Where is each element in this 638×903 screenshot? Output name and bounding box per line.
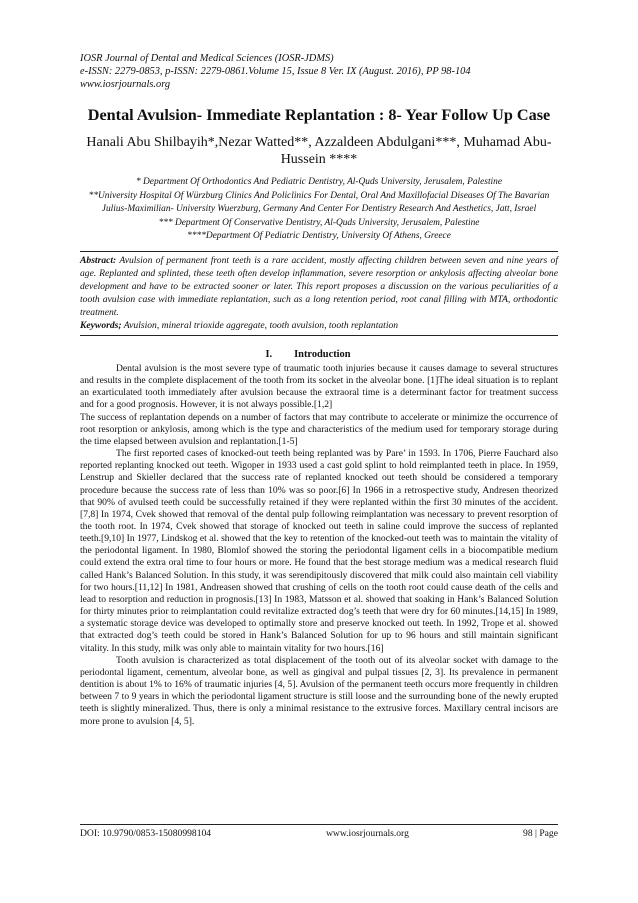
body-text xyxy=(80,363,558,728)
affiliation-2: **University Hospital Of Würzburg Clinics And Policlinics For Dental, Oral And Maxillofacial Diseases Of The Bavarian Julius-Maximilian- University Wuerzburg, Germany And Center For Dentistry Research And Aesthetics, Jatt, Israel xyxy=(88,190,550,215)
keywords xyxy=(80,319,558,332)
keywords-label: Keywords; xyxy=(80,319,122,331)
abstract-top-rule xyxy=(80,251,558,252)
abstract-bottom-rule xyxy=(80,335,558,336)
affiliation-1: * Department Of Orthodontics And Pediatric Dentistry, Al-Quds University, Jerusalem, Palestine xyxy=(135,177,502,187)
journal-website: www.iosrjournals.org xyxy=(80,79,171,90)
abstract-text: Avulsion of permanent front teeth is a rare accident, mostly affecting children between seven and nine years of age. Replanted and splinted, these teeth often develop inflammation, severe resorption or ankylosis affecting alveolar bone development and have to be extracted sooner or later. This report proposes a discussion on the various peculiarities of a tooth avulsion case with immediate replantation, such as a long retention period, root canal filling with MTA, orthodontic treatment. xyxy=(80,254,558,318)
journal-header xyxy=(80,52,558,91)
paper-authors: Hanali Abu Shilbayih*,Nezar Watted**, Azzaldeen Abdulgani***, Muhamad Abu-Hussein **** xyxy=(86,135,552,167)
paragraph-3: The first reported cases of knocked-out teeth being replanted was by Pare’ in 1593. In 1706, Pierre Fauchard also reported replanting knocked out teeth. Wigoper in 1933 used a cast gold splint to hold reimplanted teeth in place. In 1959, Lenstrup and Skieller declared that the success rate of replanted knocked out teeth should be considered a temporary procedure because the success rate of less than 10% was so poor.[6] In 1966 in a retrospective study, Andresen theorized that 90% of avulsed teeth could be successfully retained if they were replanted within the first 30 minutes of the accident.[7,8] In 1974, Cvek showed that removal of the dental pulp following reimplantation was necessary to prevent resorption of the tooth root. In 1974, Cvek showed that storage of knocked out teeth in saline could improve the success of replanted teeth.[9,10] In 1977, Lindskog et al. showed that the key to retention of the knocked-out teeth was to maintain the vitality of the periodontal ligament. In 1980, Blomlof showed the storing the periodontal ligament cells in a biocompatible medium could extend the extra oral time to four hours or more. He found that the best storage medium was a medical research fluid called Hank’s Balanced Solution. In this study, it was serendipitously discovered that milk could also maintain cell viability for two hours.[11,12] In 1981, Andreasen showed that crushing of cells on the tooth root could cause death of the cells and lead to resorption and reduction in prognosis.[13] In 1983, Matsson et al. showed that soaking in Hank’s Balanced Solution for thirty minutes prior to reimplantation could revitalize extracted dog’s teeth that were dry for 60 minutes.[14,15] In 1989, a systematic storage device was developed to optimally store and preserve knocked out teeth. In 1992, Trope et al. showed that extracted dog’s teeth could be stored in Hank’s Balanced Solution for up to 96 hours and still maintain significant vitality. In this study, milk was only able to maintain vitality for two hours.[16] xyxy=(80,448,558,654)
paragraph-2: The success of replantation depends on a number of factors that may contribute to accelerate or minimize the occurrence of root resorption or ankylosis, among which is the type and characteristics of the medium used for temporary storage during the time elapsed between avulsion and replantation.[1-5] xyxy=(80,411,558,447)
abstract-label: Abstract: xyxy=(80,254,117,266)
footer-page-number: 98 | Page xyxy=(523,828,558,839)
footer-doi: DOI: 10.9790/0853-15080998104 xyxy=(80,828,212,839)
affiliations xyxy=(80,176,558,244)
section-title: Introduction xyxy=(294,348,351,360)
page-content xyxy=(80,52,558,728)
paragraph-1: Dental avulsion is the most severe type of traumatic tooth injuries because it causes damage to several structures and results in the complete displacement of the tooth from its socket in the alveolar bone. [1]The ideal situation is to replant an exarticulated tooth immediately after avulsion because the extraoral time is a determinant factor for treatment success and for a good prognosis. However, it is not always possible.[1,2] xyxy=(80,362,558,411)
journal-issn: e-ISSN: 2279-0853, p-ISSN: 2279-0861.Volume 15, Issue 8 Ver. IX (August. 2016), PP 98-104 xyxy=(80,66,471,77)
journal-name: IOSR Journal of Dental and Medical Sciences (IOSR-JDMS) xyxy=(80,53,334,64)
paragraph-4: Tooth avulsion is characterized as total displacement of the tooth out of its alveolar socket with damage to the periodontal ligament, cementum, alveolar bone, as well as gingival and pulpal tissues [2, 3]. Its prevalence in permanent dentition is about 1% to 16% of traumatic injuries [4, 5]. Avulsion of the permanent teeth occurs more frequently in children between 7 to 9 years in which the periodontal ligament structure is still loose and the surrounding bone of the newly erupted teeth is slightly mineralized. Thus, there is only a minimal resistance to the extrusive forces. Maxillary central incisors are more prone to avulsion [4, 5]. xyxy=(80,654,558,727)
footer-rule xyxy=(80,824,558,825)
abstract xyxy=(80,254,558,319)
section-number: I. xyxy=(265,348,273,360)
paper-title: Dental Avulsion- Immediate Replantation : 8- Year Follow Up Case xyxy=(87,106,551,124)
section-heading xyxy=(80,348,558,361)
affiliation-4: ****Department Of Pediatric Dentistry, University Of Athens, Greece xyxy=(187,231,451,242)
footer-website: www.iosrjournals.org xyxy=(326,828,409,839)
keywords-text: Avulsion, mineral trioxide aggregate, tooth avulsion, tooth replantation xyxy=(121,319,399,331)
affiliation-3: *** Department Of Conservative Dentistry, Al-Quds University, Jerusalem, Palestine xyxy=(158,217,480,228)
